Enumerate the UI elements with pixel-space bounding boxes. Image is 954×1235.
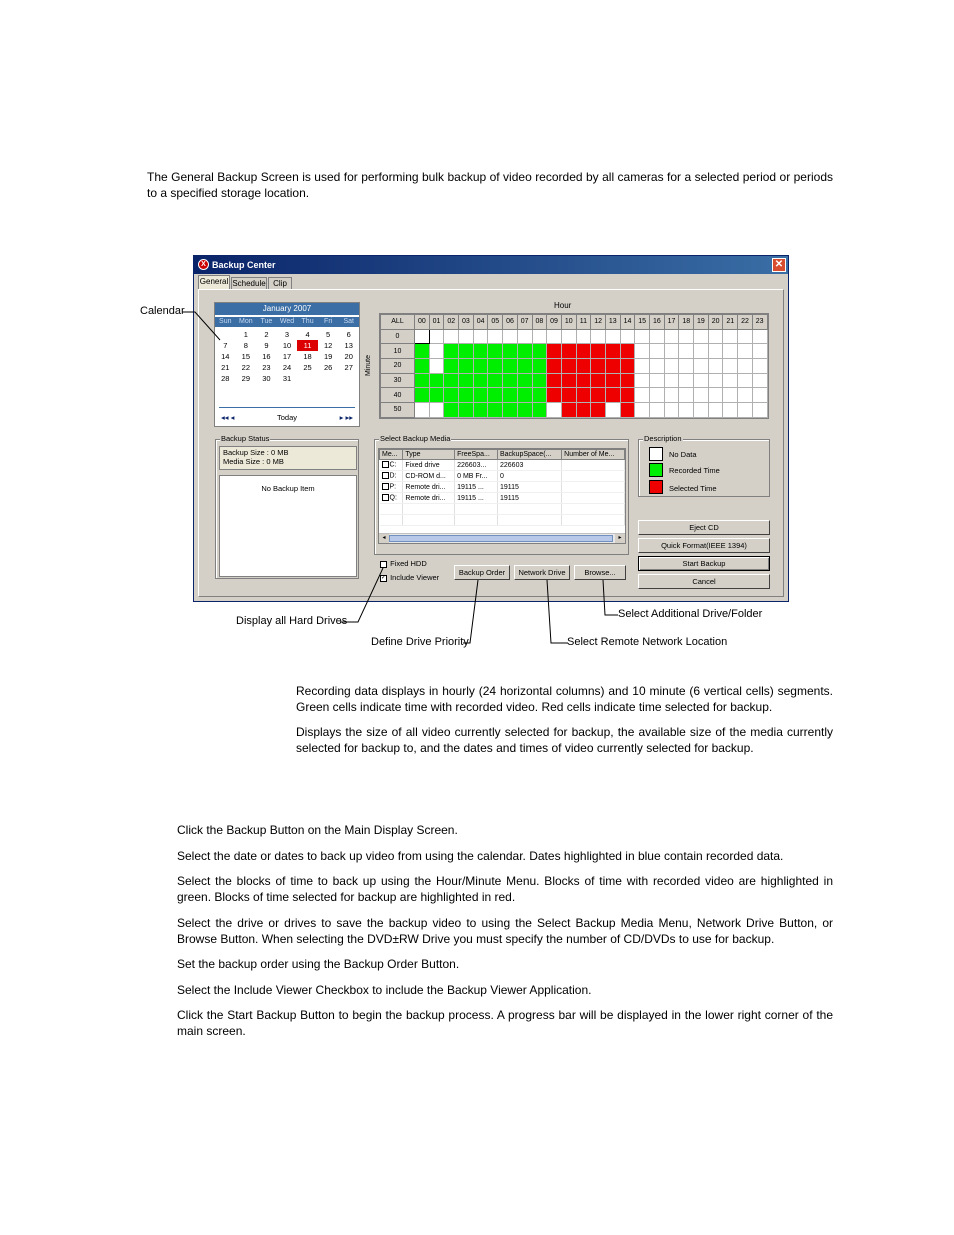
media-cell: 0 <box>498 471 562 482</box>
calendar-day[interactable]: 15 <box>241 352 251 361</box>
calendar-day[interactable]: 22 <box>241 363 251 372</box>
step-6: Select the Include Viewer Checkbox to include the Backup Viewer Application. <box>177 983 592 997</box>
hour-header[interactable]: 13 <box>605 315 620 330</box>
media-drive-letter: D: <box>389 472 397 480</box>
calendar-day[interactable]: 20 <box>344 352 353 361</box>
media-cell: 226603... <box>455 460 498 471</box>
minute-label: Minute <box>365 354 372 376</box>
app-icon: X <box>198 259 209 270</box>
backup-size-text: Backup Size : 0 MB <box>223 448 289 457</box>
hour-header[interactable]: 16 <box>650 315 665 330</box>
media-cell: 0 MB Fr... <box>455 471 498 482</box>
step-7: Click the Start Backup Button to begin the backup process. A progress bar will be displayed in the lower right corner of the main screen. <box>177 1008 833 1038</box>
select-additional-leader <box>603 580 618 615</box>
calendar-day[interactable]: 18 <box>303 352 312 361</box>
calendar-day[interactable]: 7 <box>223 341 228 350</box>
hour-header[interactable]: 08 <box>532 315 547 330</box>
callout-display-all: Display all Hard Drives <box>236 615 348 627</box>
scroll-right-icon[interactable]: ▸ <box>615 534 625 543</box>
hour-header[interactable]: 02 <box>444 315 459 330</box>
calendar-day[interactable]: 27 <box>344 363 353 372</box>
calendar-day[interactable]: 28 <box>221 374 230 383</box>
calendar-leader <box>182 312 220 340</box>
media-cell: Fixed drive <box>403 460 455 471</box>
weekday-label: Tue <box>260 318 273 325</box>
minute-header[interactable]: 20 <box>381 359 415 374</box>
media-cell: Remote dri... <box>403 482 455 493</box>
media-cell: 19115 ... <box>455 493 498 504</box>
hour-header[interactable]: 15 <box>635 315 650 330</box>
media-drive-letter: P: <box>389 483 397 491</box>
tab-general[interactable]: General <box>198 275 230 290</box>
calendar-day[interactable]: 10 <box>282 341 292 350</box>
no-backup-item-text: No Backup Item <box>261 484 315 493</box>
hour-header[interactable]: 20 <box>708 315 723 330</box>
calendar-prev-icon[interactable]: ◂◂ ◂ <box>221 413 235 422</box>
hour-header[interactable]: 00 <box>415 315 430 330</box>
callout-define-priority: Define Drive Priority <box>371 636 469 648</box>
calendar-day[interactable]: 6 <box>346 330 351 339</box>
hour-header[interactable]: 10 <box>561 315 576 330</box>
hour-header[interactable]: 09 <box>547 315 562 330</box>
calendar-day[interactable]: 30 <box>262 374 271 383</box>
window-title: Backup Center <box>212 260 276 270</box>
hour-header[interactable]: 18 <box>679 315 694 330</box>
recorded-time-text: Recorded Time <box>669 466 720 475</box>
hour-header[interactable]: 23 <box>752 315 767 330</box>
step-1: Click the Backup Button on the Main Display Screen. <box>177 823 458 837</box>
media-cell: 19115 <box>498 493 562 504</box>
hour-header[interactable]: 03 <box>459 315 474 330</box>
callout-calendar: Calendar <box>140 305 185 317</box>
media-cell: CD-ROM d... <box>403 471 455 482</box>
media-size-text: Media Size : 0 MB <box>223 457 284 466</box>
calendar-day[interactable]: 17 <box>282 352 292 361</box>
hour-header[interactable]: 22 <box>738 315 753 330</box>
step-4: Select the drive or drives to save the backup video to using the Select Backup Media Menu, Network Drive Button, or Browse Button. When selecting the DVD±RW Drive you must specify the number of CD/DVDs to use for backup. <box>177 916 833 946</box>
hour-header[interactable]: 07 <box>517 315 532 330</box>
calendar-day[interactable]: 25 <box>303 363 312 372</box>
define-priority-leader <box>463 580 478 643</box>
step-3: Select the blocks of time to back up using the Hour/Minute Menu. Blocks of time with recorded video are highlighted in green. Blocks of time selected for backup are highlighted in red. <box>177 874 833 904</box>
display-all-leader <box>340 568 383 622</box>
hour-header[interactable]: 06 <box>503 315 518 330</box>
callout-select-additional: Select Additional Drive/Folder <box>618 608 763 620</box>
weekday-label: Sat <box>343 318 354 325</box>
calendar-day[interactable]: 11 <box>297 340 318 351</box>
weekday-label: Fri <box>324 318 333 325</box>
weekday-label: Mon <box>239 318 253 325</box>
grid-description: Recording data displays in hourly (24 horizontal columns) and 10 minute (6 vertical cells) segments. Green cells indicate time with recorded video. Red cells indicate time selected for backup. <box>296 684 833 714</box>
minute-header[interactable]: 40 <box>381 388 415 403</box>
backup-status-label: Backup Status <box>221 434 270 443</box>
minute-header[interactable]: 50 <box>381 403 415 418</box>
calendar-day[interactable]: 19 <box>323 352 333 361</box>
tab-clip[interactable]: Clip <box>268 277 292 290</box>
calendar-day[interactable]: 29 <box>241 374 251 383</box>
media-column-header[interactable]: Number of Me... <box>562 450 625 460</box>
hour-header[interactable]: 14 <box>620 315 635 330</box>
calendar-day[interactable]: 1 <box>243 330 248 339</box>
hour-header[interactable]: 19 <box>694 315 709 330</box>
calendar-day[interactable]: 16 <box>262 352 271 361</box>
hour-header[interactable]: 01 <box>429 315 444 330</box>
media-drive-letter: Q: <box>389 494 397 502</box>
calendar-next-icon[interactable]: ▸ ▸▸ <box>339 413 353 422</box>
media-column-header[interactable]: BackupSpace(... <box>498 450 562 460</box>
media-drive-letter: C: <box>389 461 397 469</box>
backup-media-label: Select Backup Media <box>380 434 451 443</box>
calendar-day[interactable]: 3 <box>284 330 290 339</box>
media-cell: 19115 ... <box>455 482 498 493</box>
hour-header[interactable]: 21 <box>723 315 738 330</box>
minute-header[interactable]: 30 <box>381 373 415 388</box>
network-drive-button[interactable]: Network Drive <box>514 565 570 580</box>
calendar-day[interactable]: 9 <box>264 341 269 350</box>
selected-time-text: Selected Time <box>669 484 717 493</box>
hour-header[interactable]: 05 <box>488 315 503 330</box>
calendar-day[interactable]: 23 <box>262 363 271 372</box>
hour-label: Hour <box>554 301 572 310</box>
tab-schedule[interactable]: Schedule <box>232 279 266 288</box>
close-icon[interactable]: ✕ <box>772 258 786 272</box>
media-cell: Remote dri... <box>403 493 455 504</box>
step-5: Set the backup order using the Backup Order Button. <box>177 957 460 971</box>
calendar-month: January 2007 <box>215 303 359 315</box>
fixed-hdd-label: Fixed HDD <box>390 559 427 568</box>
calendar-day[interactable]: 24 <box>282 363 292 372</box>
weekday-label: Sun <box>219 318 232 325</box>
eject-cd-button[interactable]: Eject CD <box>638 520 770 535</box>
include-viewer-box[interactable]: ✓ <box>381 574 387 581</box>
no-data-text: No Data <box>669 450 697 459</box>
calendar-day[interactable]: 5 <box>326 330 331 339</box>
minute-header[interactable]: 0 <box>381 329 415 344</box>
cancel-button[interactable]: Cancel <box>638 574 770 589</box>
quick-format-button[interactable]: Quick Format(IEEE 1394) <box>638 538 770 553</box>
intro-paragraph: The General Backup Screen is used for performing bulk backup of video recorded by all cameras for a selected period or periods to a specified storage location. <box>147 170 833 200</box>
weekday-label: Thu <box>301 318 314 325</box>
select-all-button[interactable]: ALL <box>381 315 415 330</box>
media-column-header[interactable]: Type <box>403 450 455 460</box>
media-column-header[interactable]: Me... <box>380 450 403 460</box>
calendar-day[interactable]: 21 <box>221 363 230 372</box>
hour-header[interactable]: 12 <box>591 315 606 330</box>
media-cell: 226603 <box>498 460 562 471</box>
calendar-day[interactable]: 2 <box>264 330 269 339</box>
calendar-today-button[interactable]: Today <box>276 413 297 422</box>
calendar-day[interactable]: 31 <box>282 374 292 383</box>
callout-select-remote: Select Remote Network Location <box>567 636 728 648</box>
hour-header[interactable]: 11 <box>576 315 591 330</box>
calendar-day[interactable]: 8 <box>243 341 248 350</box>
media-column-header[interactable]: FreeSpa... <box>455 450 498 460</box>
calendar-day[interactable]: 14 <box>221 352 230 361</box>
include-viewer-label: Include Viewer <box>390 573 440 582</box>
select-remote-leader <box>547 580 568 643</box>
weekday-label: Wed <box>279 318 295 325</box>
media-cell: 19115 <box>498 482 562 493</box>
status-description: Displays the size of all video currently selected for backup, the available size of the media currently selected for backup to, and the dates and times of video currently selected for backup. <box>296 725 833 755</box>
hour-header[interactable]: 17 <box>664 315 679 330</box>
scroll-left-icon[interactable]: ◂ <box>379 534 389 543</box>
browse-button[interactable]: Browse... <box>574 565 626 580</box>
calendar-day[interactable]: 26 <box>323 363 333 372</box>
calendar-day[interactable]: 4 <box>305 330 310 339</box>
calendar-day[interactable]: 13 <box>344 341 353 350</box>
backup-order-button[interactable]: Backup Order <box>454 565 510 580</box>
step-2: Select the date or dates to back up video from using the calendar. Dates highlighted in blue contain recorded data. <box>177 849 784 863</box>
minute-header[interactable]: 10 <box>381 344 415 359</box>
hour-header[interactable]: 04 <box>473 315 488 330</box>
calendar-day[interactable]: 12 <box>323 341 333 350</box>
start-backup-button[interactable]: Start Backup <box>638 556 770 571</box>
description-label: Description <box>644 434 682 443</box>
